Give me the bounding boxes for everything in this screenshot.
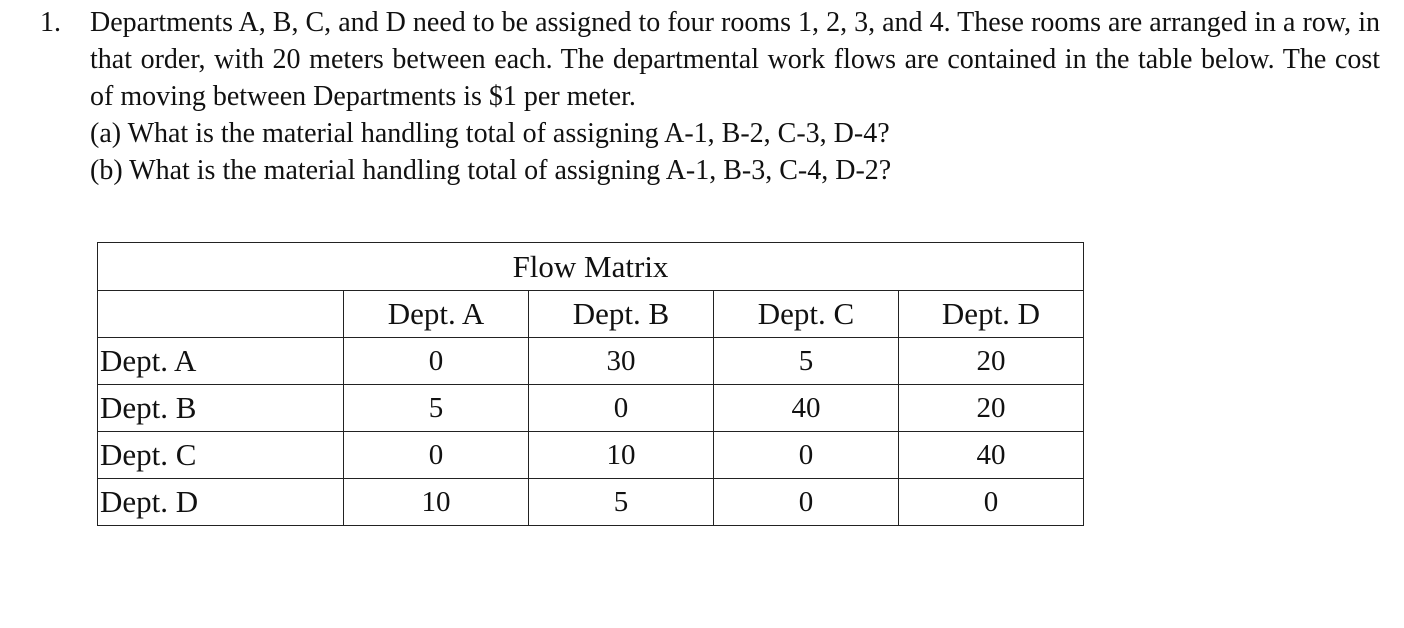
flow-matrix-title: Flow Matrix: [98, 243, 1084, 291]
row-label: Dept. A: [98, 338, 344, 385]
flow-value-cell: 30: [529, 338, 714, 385]
problem-statement: Departments A, B, C, and D need to be assigned to four rooms 1, 2, 3, and 4. These rooms are arranged in a row, in that order, with 20 meters between each. The departmental work flows are contained in the table below. The cost of moving between Departments is $1 per meter.: [90, 7, 1380, 112]
flow-value-cell: 0: [714, 479, 899, 526]
flow-value-cell: 20: [899, 385, 1084, 432]
flow-value-cell: 10: [529, 432, 714, 479]
flow-value-cell: 10: [344, 479, 529, 526]
header-row: [98, 291, 1084, 338]
table-row: [98, 479, 1084, 526]
question-b: (b) What is the material handling total of assigning A-1, B-3, C-4, D-2?: [90, 155, 892, 186]
flow-value-cell: 40: [714, 385, 899, 432]
flow-value-cell: 5: [529, 479, 714, 526]
flow-value-cell: 5: [714, 338, 899, 385]
question-a: (a) What is the material handling total of assigning A-1, B-2, C-3, D-4?: [90, 118, 890, 149]
flow-value-cell: 0: [344, 338, 529, 385]
flow-value-cell: 20: [899, 338, 1084, 385]
flow-value-cell: 0: [529, 385, 714, 432]
problem-text: [40, 4, 1380, 189]
row-label: Dept. C: [98, 432, 344, 479]
column-header: Dept. B: [529, 291, 714, 338]
table-row: [98, 385, 1084, 432]
row-label: Dept. B: [98, 385, 344, 432]
header-corner-cell: [98, 291, 344, 338]
problem-number: 1.: [40, 7, 61, 38]
column-header: Dept. D: [899, 291, 1084, 338]
flow-value-cell: 0: [714, 432, 899, 479]
flow-value-cell: 5: [344, 385, 529, 432]
column-header: Dept. A: [344, 291, 529, 338]
flow-matrix-title-row: [98, 243, 1084, 291]
flow-value-cell: 0: [344, 432, 529, 479]
flow-matrix-table: [97, 242, 1084, 526]
flow-value-cell: 40: [899, 432, 1084, 479]
table-row: [98, 338, 1084, 385]
flow-value-cell: 0: [899, 479, 1084, 526]
problem-statement-row: [40, 4, 1380, 115]
row-label: Dept. D: [98, 479, 344, 526]
column-header: Dept. C: [714, 291, 899, 338]
table-row: [98, 432, 1084, 479]
